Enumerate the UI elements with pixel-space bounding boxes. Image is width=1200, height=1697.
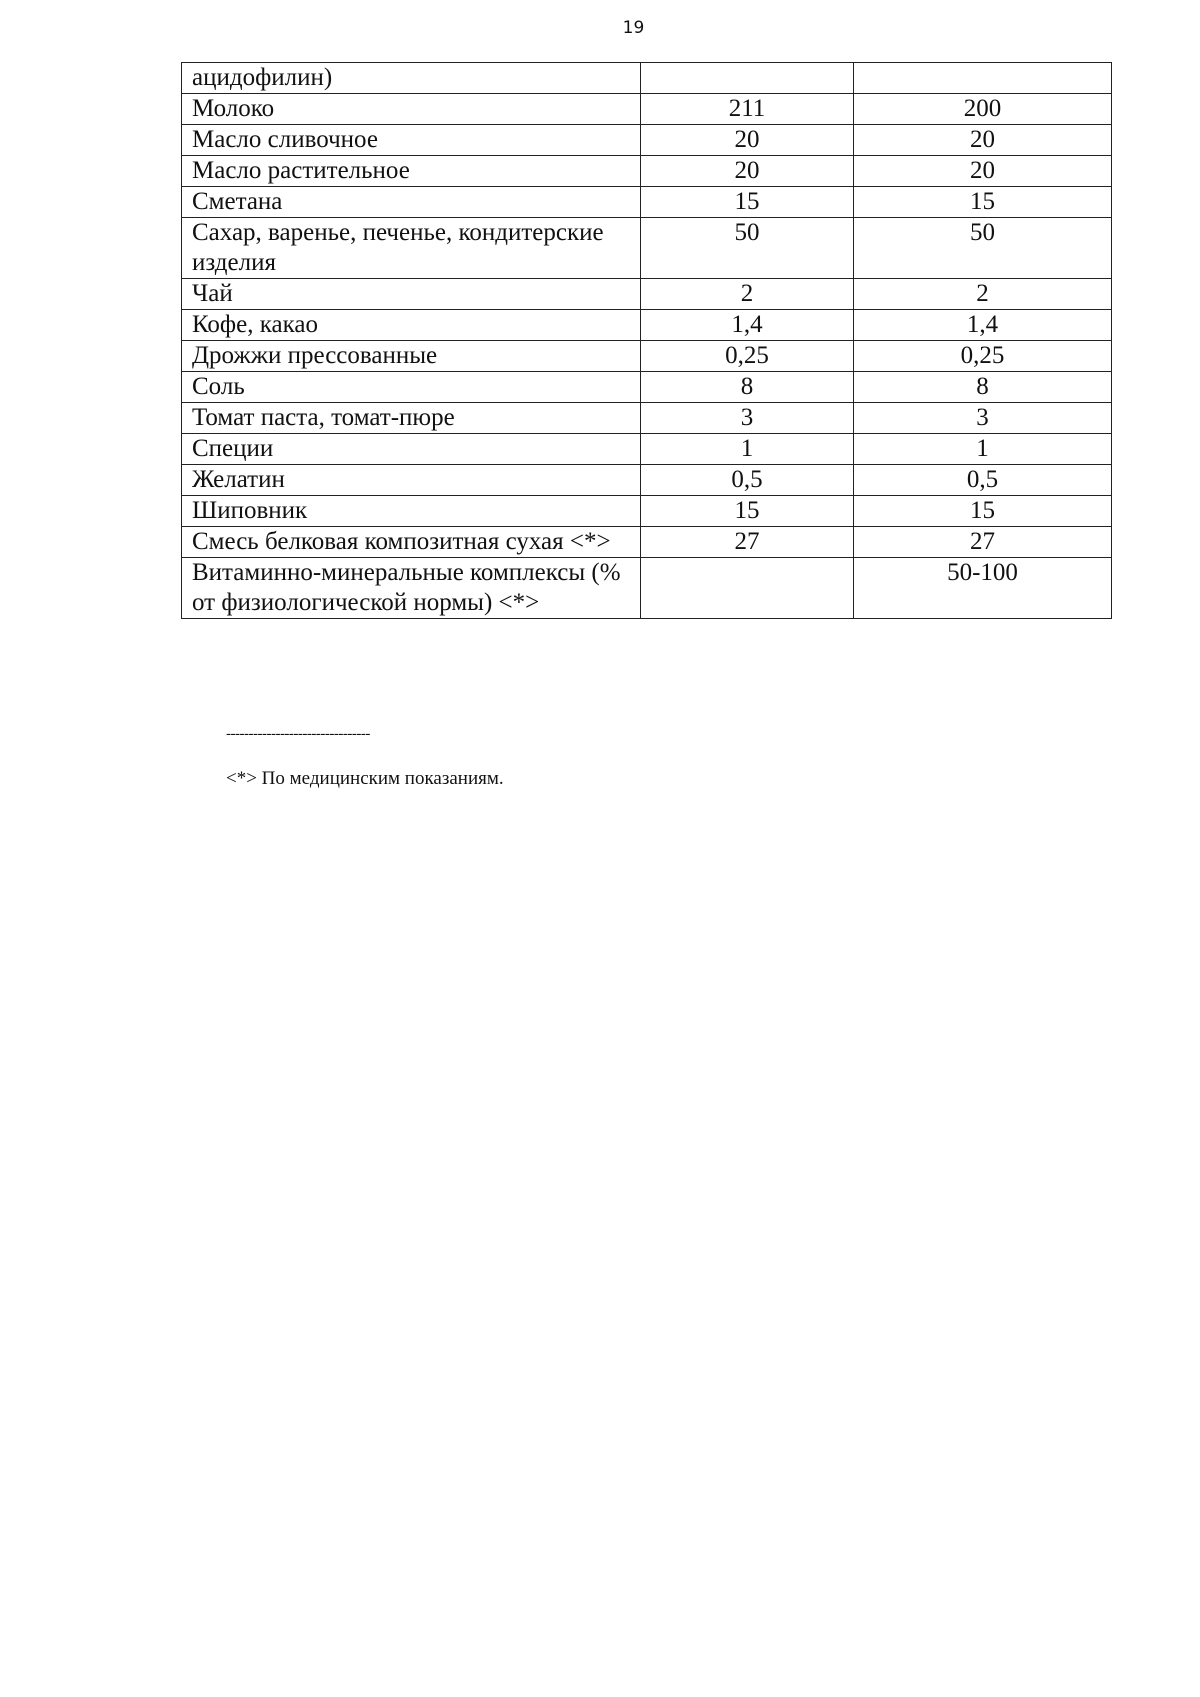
table-row: [182, 310, 1112, 341]
product-name: Сахар, варенье, печенье, кондитерские изделия: [182, 218, 641, 279]
page-number: 19: [622, 18, 645, 38]
value-col-2: 15: [854, 496, 1112, 527]
value-col-1: [641, 558, 854, 619]
value-col-2: 50-100: [854, 558, 1112, 619]
value-col-2: 1,4: [854, 310, 1112, 341]
product-name: Чай: [182, 279, 641, 310]
value-col-2: 1: [854, 434, 1112, 465]
table-row: [182, 279, 1112, 310]
table-row: [182, 496, 1112, 527]
product-name: Сметана: [182, 187, 641, 218]
product-name: Витаминно-минеральные комплексы (% от физиологической нормы) <*>: [182, 558, 641, 619]
product-name: Шиповник: [182, 496, 641, 527]
value-col-2: 2: [854, 279, 1112, 310]
value-col-1: 27: [641, 527, 854, 558]
value-col-2: [854, 63, 1112, 94]
product-name: Масло сливочное: [182, 125, 641, 156]
value-col-2: 27: [854, 527, 1112, 558]
table-row: [182, 218, 1112, 279]
value-col-1: 2: [641, 279, 854, 310]
table-row: [182, 94, 1112, 125]
value-col-2: 0,25: [854, 341, 1112, 372]
ration-table: [181, 62, 1112, 619]
value-col-1: 0,25: [641, 341, 854, 372]
value-col-1: 15: [641, 187, 854, 218]
table-row: [182, 372, 1112, 403]
footnote: <*> По медицинским показаниям.: [226, 768, 504, 789]
table-row: [182, 527, 1112, 558]
table-row: [182, 156, 1112, 187]
value-col-2: 3: [854, 403, 1112, 434]
value-col-1: 1: [641, 434, 854, 465]
value-col-1: 3: [641, 403, 854, 434]
value-col-1: 50: [641, 218, 854, 279]
product-name: Дрожжи прессованные: [182, 341, 641, 372]
table-row: [182, 558, 1112, 619]
product-name: Масло растительное: [182, 156, 641, 187]
product-name: Томат паста, томат-пюре: [182, 403, 641, 434]
value-col-2: 50: [854, 218, 1112, 279]
value-col-2: 20: [854, 156, 1112, 187]
product-name: ацидофилин): [182, 63, 641, 94]
value-col-1: 20: [641, 125, 854, 156]
table-row: [182, 125, 1112, 156]
table-row: [182, 403, 1112, 434]
value-col-1: 211: [641, 94, 854, 125]
value-col-1: 20: [641, 156, 854, 187]
value-col-1: 8: [641, 372, 854, 403]
value-col-2: 15: [854, 187, 1112, 218]
value-col-1: [641, 63, 854, 94]
footnote-separator: --------------------------------: [226, 726, 370, 742]
product-name: Молоко: [182, 94, 641, 125]
product-name: Кофе, какао: [182, 310, 641, 341]
table-row: [182, 465, 1112, 496]
product-name: Смесь белковая композитная сухая <*>: [182, 527, 641, 558]
value-col-2: 8: [854, 372, 1112, 403]
value-col-2: 20: [854, 125, 1112, 156]
value-col-1: 1,4: [641, 310, 854, 341]
value-col-1: 0,5: [641, 465, 854, 496]
table-row: [182, 341, 1112, 372]
value-col-2: 200: [854, 94, 1112, 125]
product-name: Специи: [182, 434, 641, 465]
table-row: [182, 63, 1112, 94]
product-name: Желатин: [182, 465, 641, 496]
table-row: [182, 187, 1112, 218]
table-row: [182, 434, 1112, 465]
value-col-1: 15: [641, 496, 854, 527]
product-name: Соль: [182, 372, 641, 403]
value-col-2: 0,5: [854, 465, 1112, 496]
